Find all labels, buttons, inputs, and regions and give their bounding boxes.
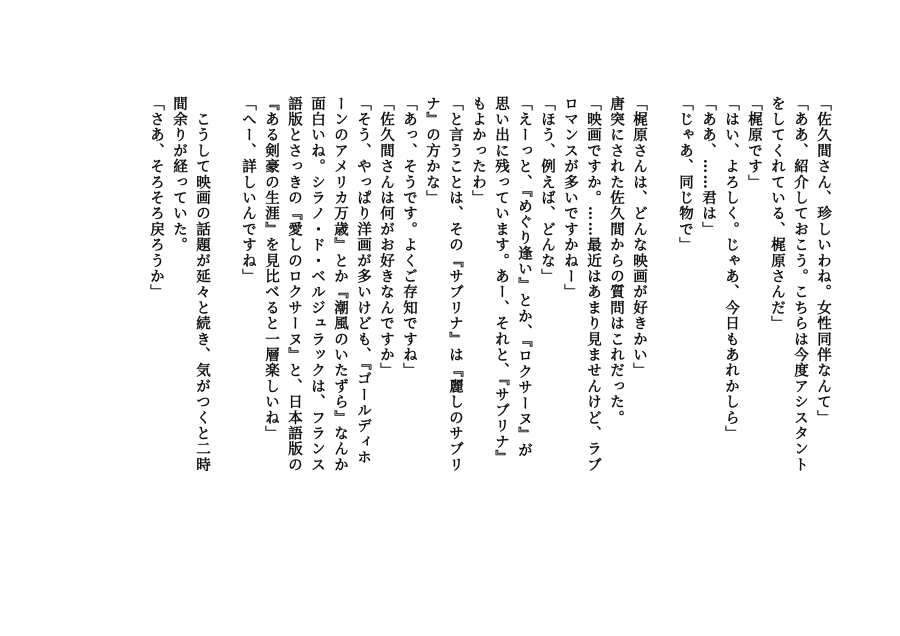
text-line: 「梶原さんは、どんな映画が好きかい」 bbox=[631, 96, 648, 379]
text-line: 「と言うことは、その『サブリナ』は『麗しのサブリ bbox=[447, 96, 464, 473]
text-line: 『ある剣豪の生涯』を見比べると一層楽しいね」 bbox=[263, 96, 280, 442]
paragraph-gap bbox=[214, 96, 237, 556]
text-line: をしてくれている、梶原さんだ」 bbox=[769, 96, 786, 332]
text-line: 「ああ、……君は」 bbox=[700, 96, 717, 238]
text-line: 「さあ、そろそろ戻ろうか」 bbox=[148, 96, 165, 301]
text-line: 「佐久間さんは何がお好きなんですか」 bbox=[378, 96, 395, 379]
text-line: 唐突にされた佐久間からの質問はこれだった。 bbox=[608, 96, 625, 426]
text-line: 語版とさっきの『愛しのロクサーヌ』と、日本語版の bbox=[286, 96, 303, 473]
text-line: 「あっ、そうです。よくご存知ですね」 bbox=[401, 96, 418, 379]
text-line: ーンのアメリカ万歳』とか『潮風のいたずら』なんか bbox=[332, 96, 349, 473]
text-line: ナ』の方かな」 bbox=[424, 96, 441, 206]
text-line: 「そう、やっぱり洋画が多いけども、『ゴールディホ bbox=[355, 96, 372, 466]
text-line: こうして映画の話題が延々と続き、気がつくと二時 bbox=[194, 96, 211, 473]
text-line: ロマンスが多いですかねー」 bbox=[562, 96, 579, 301]
text-line: 「ほう、例えば、どんな」 bbox=[539, 96, 556, 285]
vertical-text-body bbox=[145, 96, 835, 556]
text-line: もよかったわ」 bbox=[470, 96, 487, 206]
text-line: 間余りが経っていた。 bbox=[171, 96, 188, 253]
text-line: 「ああ、紹介しておこう。こちらは今度アシスタント bbox=[792, 96, 809, 473]
text-line: 面白いね。シラノ・ド・ベルジュラックは、フランス bbox=[309, 96, 326, 473]
text-line: 「はい、よろしく。じゃあ、今日もあれかしら」 bbox=[723, 96, 740, 442]
text-line: 「じゃあ、同じ物で」 bbox=[677, 96, 694, 253]
paragraph-gap bbox=[651, 96, 674, 556]
text-line: 「映画ですか。……最近はあまり見ませんけど、ラブ bbox=[585, 96, 602, 473]
text-line: 思い出に残っています。あー、それと、『サブリナ』 bbox=[493, 96, 510, 466]
text-line: 「佐久間さん、珍しいわね。女性同伴なんて」 bbox=[815, 96, 832, 426]
text-line: 「えーっと、『めぐり逢い』とか、『ロクサーヌ』が bbox=[516, 96, 533, 459]
text-line: 「梶原です」 bbox=[746, 96, 763, 191]
text-line: 「へー、詳しいんですね」 bbox=[240, 96, 257, 285]
